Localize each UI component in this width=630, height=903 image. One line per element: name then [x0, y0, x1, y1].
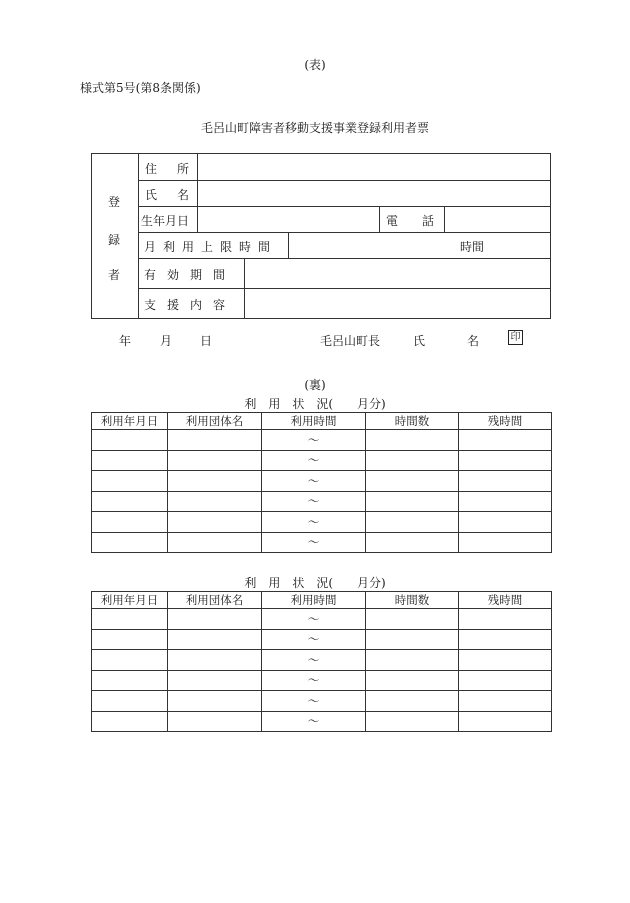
table-row: [92, 471, 552, 492]
table-cell: [92, 650, 168, 671]
table-cell: [459, 650, 552, 671]
year-label: 年: [119, 334, 132, 348]
table-cell: [459, 471, 552, 492]
birthdate-label: 生年月日: [141, 214, 190, 228]
table-row: [92, 430, 552, 451]
table-cell: [459, 491, 552, 512]
name-label: 氏 名: [145, 188, 194, 202]
table-cell: [168, 711, 262, 732]
table-row: [92, 609, 552, 630]
table-cell: [459, 670, 552, 691]
column-header: 利用年月日: [92, 413, 168, 430]
table-cell: [92, 609, 168, 630]
table-cell: [92, 532, 168, 553]
table-row: [92, 450, 552, 471]
column-header: 残時間: [459, 592, 552, 609]
table-cell: [168, 471, 262, 492]
signature-row: [0, 332, 630, 348]
table-cell: ～: [262, 532, 366, 553]
form-number: 様式第5号(第8条関係): [80, 81, 201, 95]
name-suffix-label: 名: [467, 334, 480, 348]
table-cell: [168, 670, 262, 691]
front-side-label: (表): [304, 58, 326, 72]
usage-table-caption: 利 用 状 況( 月分): [244, 576, 386, 590]
table-header-row: [92, 592, 552, 609]
table-cell: [168, 691, 262, 712]
table-cell: [459, 512, 552, 533]
table-cell: [366, 691, 459, 712]
table-cell: [366, 609, 459, 630]
table-row: [92, 491, 552, 512]
column-header: 利用団体名: [168, 592, 262, 609]
phone-label: 電 話: [386, 214, 435, 228]
column-header: 利用時間: [262, 413, 366, 430]
table-cell: [168, 532, 262, 553]
table-cell: ～: [262, 471, 366, 492]
table-cell: [459, 711, 552, 732]
address-label: 住 所: [145, 162, 194, 176]
monthly-limit-label: 月利用上限時間: [144, 240, 278, 254]
page-title: 毛呂山町障害者移動支援事業登録利用者票: [200, 121, 429, 135]
month-label: 月: [160, 334, 173, 348]
support-label: 支援内容: [144, 298, 237, 312]
registrant-info-box: [91, 153, 551, 319]
column-header: 利用団体名: [168, 413, 262, 430]
table-cell: [92, 450, 168, 471]
table-row: [92, 532, 552, 553]
name-prefix-label: 氏: [413, 334, 426, 348]
table-cell: [366, 471, 459, 492]
table-cell: ～: [262, 650, 366, 671]
table-cell: [92, 512, 168, 533]
column-header: 時間数: [366, 413, 459, 430]
validity-label: 有効期間: [144, 268, 237, 282]
table-cell: [92, 711, 168, 732]
table-cell: [168, 512, 262, 533]
table-cell: ～: [262, 609, 366, 630]
table-cell: ～: [262, 512, 366, 533]
usage-table: [91, 412, 552, 553]
table-cell: ～: [262, 430, 366, 451]
table-cell: ～: [262, 711, 366, 732]
table-cell: [92, 471, 168, 492]
table-cell: [92, 691, 168, 712]
table-row: [92, 650, 552, 671]
hours-unit: 時間: [460, 240, 485, 254]
table-cell: [459, 691, 552, 712]
table-cell: [366, 491, 459, 512]
usage-table-caption: 利 用 状 況( 月分): [244, 397, 386, 411]
column-header: 利用年月日: [92, 592, 168, 609]
table-row: [92, 691, 552, 712]
table-cell: [459, 629, 552, 650]
table-cell: [366, 650, 459, 671]
table-cell: [168, 629, 262, 650]
table-row: [92, 629, 552, 650]
back-side-label: (裏): [304, 378, 326, 392]
day-label: 日: [200, 334, 213, 348]
table-cell: [366, 532, 459, 553]
table-cell: [459, 430, 552, 451]
table-cell: [366, 512, 459, 533]
table-row: [92, 512, 552, 533]
registrant-side-label-3: 者: [108, 268, 121, 282]
table-header-row: [92, 413, 552, 430]
registrant-side-label-2: 録: [108, 233, 121, 247]
table-cell: [92, 670, 168, 691]
seal-icon: 印: [508, 330, 523, 345]
table-cell: [92, 430, 168, 451]
table-cell: ～: [262, 491, 366, 512]
table-row: [92, 711, 552, 732]
column-header: 時間数: [366, 592, 459, 609]
column-header: 利用時間: [262, 592, 366, 609]
table-cell: [168, 430, 262, 451]
table-cell: [366, 711, 459, 732]
table-cell: [168, 491, 262, 512]
table-cell: [168, 609, 262, 630]
table-cell: [168, 650, 262, 671]
table-cell: [459, 609, 552, 630]
table-cell: [459, 532, 552, 553]
table-cell: ～: [262, 691, 366, 712]
registrant-side-label-1: 登: [108, 195, 121, 209]
table-cell: [92, 491, 168, 512]
table-cell: ～: [262, 629, 366, 650]
table-cell: [366, 430, 459, 451]
table-cell: [459, 450, 552, 471]
authority-label: 毛呂山町長: [320, 334, 381, 348]
table-cell: ～: [262, 670, 366, 691]
column-header: 残時間: [459, 413, 552, 430]
table-cell: [366, 670, 459, 691]
table-cell: ～: [262, 450, 366, 471]
table-cell: [92, 629, 168, 650]
usage-table: [91, 591, 552, 732]
table-row: [92, 670, 552, 691]
table-cell: [366, 629, 459, 650]
table-cell: [366, 450, 459, 471]
table-cell: [168, 450, 262, 471]
